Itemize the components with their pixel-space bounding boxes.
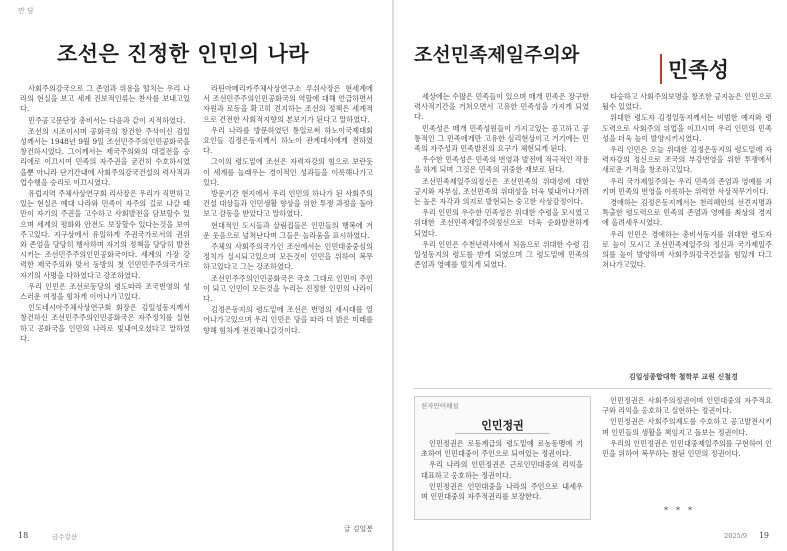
- article-title-right: 조선민족제일주의와: [414, 44, 580, 66]
- glossary-box: [414, 396, 591, 520]
- paragraph: 경애하는 김정은동지께서는 천리혜안의 선견지명과 특출한 령도력으로 민족의 존엄과 영예를 최상의 경지에 올려세우시였다.: [602, 198, 772, 228]
- left-page: [0, 0, 393, 551]
- paragraph: 그이의 령도밑에 조선은 자력자강의 힘으로 보란듯이 세계를 놀래우는 경이적인 성과들을 이룩해나가고있다.: [203, 157, 373, 187]
- glossary-rule: [455, 433, 550, 434]
- paragraph: 우리 인민은 경애하는 총비서동지를 위대한 령도자로 높이 모시고 조선민족제일주의 정신과 국가제일주의를 높이 발양하며 사회주의강국건설을 힘있게 다그쳐나가고있다.: [602, 229, 772, 270]
- section-tag: 만 담: [18, 7, 34, 15]
- right-column-2: [602, 92, 772, 357]
- paragraph: 위대한 령도자 김정일동지께서는 비범한 예지와 령도력으로 사회주의 위업을 이끄시며 우리 인민의 민족성을 더욱 높이 발양시키시였다.: [602, 113, 772, 143]
- right-column-3: [602, 396, 772, 504]
- article-title-right-sub: 민족성: [660, 54, 729, 84]
- glossary-label: 천자만어해설: [421, 402, 459, 410]
- paragraph: 우리 인민은 오늘 위대한 김정은동지의 령도밑에 자력자강의 정신으로 조국의 부강번영을 위한 투쟁에서 새로운 기적을 창조하고있다.: [602, 145, 772, 175]
- paragraph: 조선민족제일주의정신은 조선민족의 위대성에 대한 긍지와 자부심, 조선민족의 위대성을 더욱 빛내어나가려는 높은 자각과 의지로 발현되는 숭고한 사상감정이다.: [414, 176, 589, 207]
- page-number-left: 18: [18, 531, 29, 540]
- paragraph: 우리 인민은 수천년력사에서 처음으로 위대한 수령 김일성동지의 령도를 받게 되였으며 그 령도밑에 민족의 존엄과 영예를 떨치게 되였다.: [414, 239, 589, 270]
- page-number-right: 19: [758, 531, 769, 540]
- paragraph: 인민정권은 인민대중을 나라의 주인으로 내세우며 인민대중의 자주적권리를 보장한다.: [421, 481, 583, 502]
- paragraph: 김정은동지의 령도밑에 조선은 번영의 새시대를 열어나가고있으며 우리 인민은 당을 따라 더 밝은 미래를 향해 힘차게 전진해나갈것이다.: [203, 305, 373, 335]
- paragraph: 인민정권은 사회주의정권이며 인민대중의 자주적요구와 리익을 옹호하고 실현하는 정권이다.: [602, 396, 772, 416]
- left-column-1: [20, 84, 190, 514]
- section-divider: [414, 388, 772, 389]
- byline-left: 글 김일봉: [343, 525, 373, 533]
- paragraph: 세상에는 수많은 민족들이 있으며 매개 민족은 장구한 력사적기간을 거쳐오면서 고유한 민족성을 가지게 되였다.: [414, 92, 589, 122]
- paragraph: 우리 인민은 조선로동당의 령도따라 조국번영의 성스러운 여정을 힘차게 이어나가고있다.: [20, 281, 190, 302]
- footer-date: 2025/9: [724, 532, 747, 540]
- paragraph: 우리 나라를 방문하였던 통일로써 하노이국제대회 요인들 김정은동지께서 하노이 관계대사에게 전하였다.: [203, 125, 373, 156]
- glossary-title: 인민정권: [481, 419, 524, 432]
- glossary-text: [421, 439, 583, 515]
- paragraph: 타승하고 사회주의보명을 창조한 긍지높은 인민으로 될수 있었다.: [602, 92, 772, 112]
- left-column-2: [203, 84, 373, 514]
- paragraph: 조선민주주의인민공화국은 국호 그대로 인민이 주인이 되고 인민이 모든것을 누리는 진정한 인민의 나라이다.: [203, 273, 373, 304]
- paragraph: 주체의 사회주의국가인 조선에서는 인민대중중심의 정치가 실시되고있으며 모든것이 인민을 위하여 복무하고있다고 그는 강조하였다.: [203, 242, 373, 272]
- paragraph: 인도네시아주체사상연구회 회장은 김일성동지께서 창건하신 조선민주주의인민공화국은 자주정치를 실현하고 공화국을 인민의 나라로 빛내여오셨다고 말하였다.: [20, 303, 190, 343]
- paragraph: 현대적인 도시들과 살림집들은 인민들의 행복에 겨운 웃음으로 넘쳐난다며 그들은 놀라움을 표시하였다.: [203, 220, 373, 240]
- paragraph: 민주공고문단장 총비서는 다음과 같이 지적하였다.: [28, 115, 186, 125]
- paragraph: 유럽지역 주체사상연구회 리사장은 우리가 직면하고있는 현실은 예대 나라와 민족이 자주의 길로 나갈 때만이 자기의 주권을 고수하고 사회발전을 담보할수 있으며 세계의 평화와 안전도 보장할수 있다는것을 보여주고있다. 지구상에서 유일하게 주권국가로서의 권위와 존엄을 당당히 행사하며 자기의 정책을 당당히 발전시키는 조선민주주의인민공화국이다. 세계의 가장 강력한 제국주의와 맞서 동방의 첫 인민민주주의국가로 자기의 사명을 다하였다고 강조하였다.: [20, 189, 190, 280]
- paragraph: 방문기간 현지에서 우리 인민의 하나가 된 사회주의건설 대상들과 인민생활 향상을 위한 투쟁 과정을 돌아보고 감동을 받았다고 말하였다.: [203, 189, 373, 219]
- paragraph: 우리 나라의 인민정권은 근로인민대중의 리익을 대표하고 옹호하는 정권이다.: [421, 460, 583, 480]
- paragraph: 조선의 시조이시며 공화국의 창건한 주석이신 김일성께서는 1948년 9월 9일 조선민주주의인민공화국을 창건하시었다. 그이께서는 제국주의와의 대결전을 승리에로 이끄시여 민족의 자주권을 굳건히 수호하시였을뿐 아니라 단기간내에 사회주의강국건설의 력사적과업수행을 승리로 이끄시였다.: [20, 126, 190, 187]
- end-stars: ***: [664, 506, 700, 515]
- right-page: [394, 0, 787, 551]
- paragraph: 우리의 인민정권은 인민대중제일주의를 구현하여 인민을 위하여 복무하는 참된 인민의 정권이다.: [602, 438, 772, 459]
- paragraph: 라틴아메리카주체사상연구소 루쉬사장은 현세계에서 조선민주주의인민공화국의 역할에 대해 언급하면서 자원과 로동을 확고히 견지하는 조선의 정책은 세계적으로 건전한 사회적지향의 본보기가 된다고 말하였다.: [203, 84, 373, 124]
- footer-magazine-name: 금수강산: [52, 533, 78, 541]
- byline-right: 김일성종합대학 철학부 교원 신철경: [629, 372, 738, 381]
- paragraph: 우리 국가제일주의는 우리 민족의 존엄과 영예를 지키며 민족의 번영을 이룩하는 위력한 사상적무기이다.: [602, 176, 772, 196]
- paragraph: 인민정권은 사회주의제도를 수호하고 공고발전시키며 인민들의 생활을 책임지고 돌보는 정권이다.: [602, 417, 772, 437]
- paragraph: 민족성은 매개 민족성원들이 가지고있는 공고하고 공통적인 그 민족에게만 고유한 심리현상이고 거기에는 민족의 자주성과 민족발전의 요구가 체현되게 된다.: [414, 123, 589, 154]
- paragraph: 우리 인민의 우수한 민족성은 위대한 수령을 모시였고 위대한 조선민족제일주의정신으로 더욱 순화발전하게 되였다.: [414, 208, 589, 238]
- article-title-left: 조선은 진정한 인민의 나라: [57, 42, 310, 66]
- paragraph: 우수한 민족성은 민족의 번영과 발전에 적극적인 작용을 하게 되며 그것은 민족의 귀중한 재보로 된다.: [414, 155, 589, 175]
- right-column-1: [414, 92, 589, 382]
- paragraph: 사회주의강국으로 그 존엄과 위용을 떨치는 우리 나라의 현실을 보고 세계 진보적인류는 찬사를 보내고있다.: [20, 84, 190, 114]
- paragraph: 인민정권은 로동계급의 령도밑에 로농동맹에 기초하여 인민대중이 주인으로 되여있는 정권이다.: [421, 439, 583, 459]
